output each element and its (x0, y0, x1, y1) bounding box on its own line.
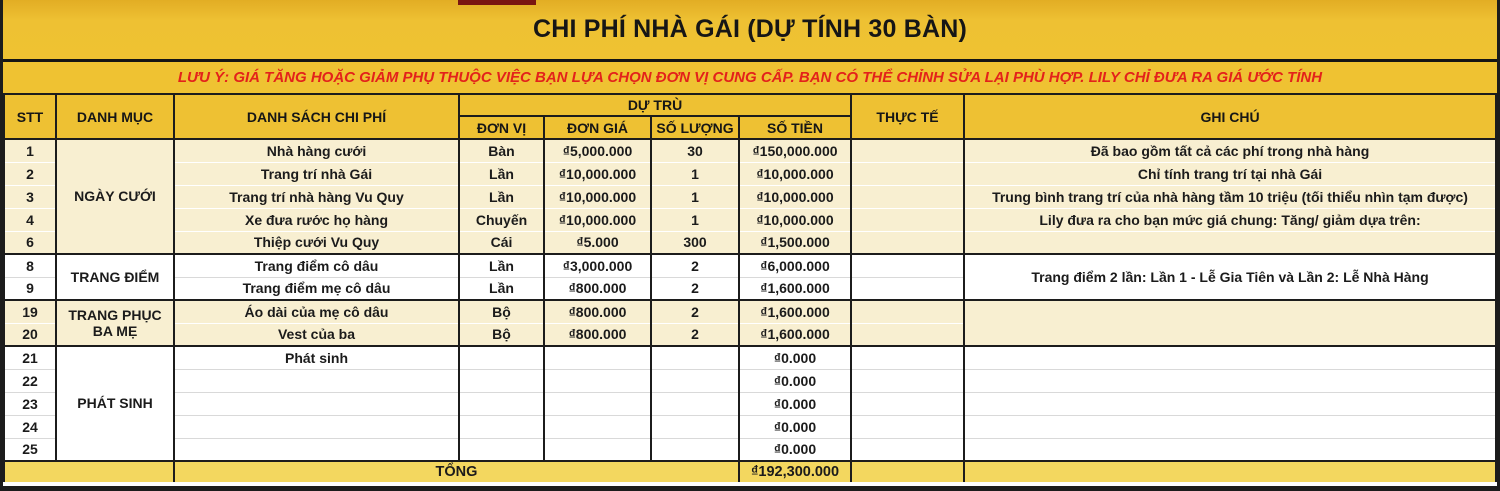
cell-amount: ₫6,000.000 (739, 254, 851, 277)
table-row (4, 185, 1496, 208)
table-row (4, 162, 1496, 185)
cell-amount: ₫0.000 (739, 346, 851, 369)
cell-note (964, 300, 1496, 346)
cell-unit-price (544, 346, 651, 369)
cell-stt: 23 (4, 392, 56, 415)
cell-amount: ₫0.000 (739, 392, 851, 415)
cell-actual (851, 392, 964, 415)
col-header-danh-muc: DANH MỤC (56, 94, 174, 139)
cell-note (964, 438, 1496, 461)
cost-table (3, 93, 1497, 482)
cell-quantity: 1 (651, 185, 739, 208)
cell-quantity (651, 346, 739, 369)
cell-unit: Bàn (459, 139, 544, 162)
table-row (4, 231, 1496, 254)
table-row (4, 346, 1496, 369)
cell-unit-price (544, 438, 651, 461)
cell-stt: 1 (4, 139, 56, 162)
cell-actual (851, 208, 964, 231)
cell-category: TRANG ĐIỂM (56, 254, 174, 300)
cell-actual (851, 185, 964, 208)
col-header-danh-sach-chi-phi: DANH SÁCH CHI PHÍ (174, 94, 459, 139)
cell-stt: 24 (4, 415, 56, 438)
cell-stt: 25 (4, 438, 56, 461)
top-red-strip (458, 0, 536, 5)
cell-unit-price: ₫10,000.000 (544, 185, 651, 208)
cell-stt: 6 (4, 231, 56, 254)
cell-stt: 3 (4, 185, 56, 208)
cell-unit: Lần (459, 185, 544, 208)
cell-unit-price: ₫800.000 (544, 300, 651, 323)
cell-unit: Lần (459, 277, 544, 300)
cell-actual (851, 346, 964, 369)
cell-quantity (651, 415, 739, 438)
cell-item (174, 392, 459, 415)
cell-quantity (651, 392, 739, 415)
table-row (4, 254, 1496, 277)
cell-item: Xe đưa rước họ hàng (174, 208, 459, 231)
col-header-stt: STT (4, 94, 56, 139)
cell-unit-price: ₫3,000.000 (544, 254, 651, 277)
cell-stt: 2 (4, 162, 56, 185)
total-actual (851, 461, 964, 482)
col-header-so-luong: SỐ LƯỢNG (651, 116, 739, 139)
cell-quantity: 30 (651, 139, 739, 162)
cell-unit: Chuyến (459, 208, 544, 231)
cell-category: PHÁT SINH (56, 346, 174, 461)
cell-amount: ₫0.000 (739, 415, 851, 438)
total-note (964, 461, 1496, 482)
cell-stt: 20 (4, 323, 56, 346)
table-row (4, 415, 1496, 438)
cell-unit (459, 392, 544, 415)
table-row (4, 139, 1496, 162)
cell-quantity (651, 438, 739, 461)
cell-quantity: 1 (651, 208, 739, 231)
cell-unit-price: ₫5.000 (544, 231, 651, 254)
cell-actual (851, 438, 964, 461)
cell-unit-price (544, 415, 651, 438)
cell-note (964, 231, 1496, 254)
cell-actual (851, 323, 964, 346)
cell-quantity: 300 (651, 231, 739, 254)
cell-item: Trang điểm cô dâu (174, 254, 459, 277)
cell-item (174, 415, 459, 438)
cell-stt: 22 (4, 369, 56, 392)
total-label: TỔNG (174, 461, 739, 482)
cell-item: Thiệp cưới Vu Quy (174, 231, 459, 254)
cell-unit: Lần (459, 254, 544, 277)
cell-note (964, 392, 1496, 415)
col-header-don-gia: ĐƠN GIÁ (544, 116, 651, 139)
cell-item: Trang điểm mẹ cô dâu (174, 277, 459, 300)
cell-actual (851, 369, 964, 392)
cell-item: Nhà hàng cưới (174, 139, 459, 162)
cell-unit: Lần (459, 162, 544, 185)
cell-item: Trang trí nhà hàng Vu Quy (174, 185, 459, 208)
cell-actual (851, 415, 964, 438)
cell-amount: ₫10,000.000 (739, 185, 851, 208)
cell-stt: 4 (4, 208, 56, 231)
cell-quantity: 2 (651, 254, 739, 277)
col-header-don-vi: ĐƠN VỊ (459, 116, 544, 139)
cell-note: Đã bao gồm tất cả các phí trong nhà hàng (964, 139, 1496, 162)
cell-actual (851, 139, 964, 162)
cell-category: NGÀY CƯỚI (56, 139, 174, 254)
cell-unit (459, 415, 544, 438)
cell-amount: ₫150,000.000 (739, 139, 851, 162)
cell-item (174, 369, 459, 392)
cell-amount: ₫10,000.000 (739, 208, 851, 231)
cell-unit: Bộ (459, 323, 544, 346)
cell-item: Phát sinh (174, 346, 459, 369)
table-row (4, 438, 1496, 461)
col-header-so-tien: SỐ TIỀN (739, 116, 851, 139)
cell-stt: 8 (4, 254, 56, 277)
cell-unit (459, 369, 544, 392)
cell-unit-price: ₫800.000 (544, 323, 651, 346)
cell-amount: ₫1,600.000 (739, 323, 851, 346)
cell-item: Trang trí nhà Gái (174, 162, 459, 185)
cell-actual (851, 231, 964, 254)
cell-quantity: 1 (651, 162, 739, 185)
cell-unit-price (544, 369, 651, 392)
cell-amount: ₫0.000 (739, 438, 851, 461)
cell-actual (851, 300, 964, 323)
cell-note: Trang điểm 2 lần: Lần 1 - Lễ Gia Tiên và Lần 2: Lễ Nhà Hàng (964, 254, 1496, 300)
cell-stt: 21 (4, 346, 56, 369)
cell-unit (459, 346, 544, 369)
title-bar (3, 0, 1497, 62)
table-row (4, 300, 1496, 323)
cell-amount: ₫10,000.000 (739, 162, 851, 185)
cell-amount: ₫1,500.000 (739, 231, 851, 254)
cell-item: Vest của ba (174, 323, 459, 346)
cell-actual (851, 162, 964, 185)
cell-note (964, 415, 1496, 438)
cell-note: Lily đưa ra cho bạn mức giá chung: Tăng/ giảm dựa trên: (964, 208, 1496, 231)
notice-text: LƯU Ý: GIÁ TĂNG HOẶC GIẢM PHỤ THUỘC VIỆC BẠN LỰA CHỌN ĐƠN VỊ CUNG CẤP. BẠN CÓ THỂ CHỈNH SỬA LẠI PHÙ HỢP. LILY CHỈ ĐƯA RA GIÁ ƯỚC TÍNH (177, 69, 1323, 86)
notice-bar (3, 62, 1497, 93)
cell-unit-price: ₫10,000.000 (544, 208, 651, 231)
cell-stt: 19 (4, 300, 56, 323)
cell-actual (851, 277, 964, 300)
cell-unit: Cái (459, 231, 544, 254)
total-amount: ₫192,300.000 (739, 461, 851, 482)
cell-note: Chỉ tính trang trí tại nhà Gái (964, 162, 1496, 185)
table-row (4, 208, 1496, 231)
table-row (4, 369, 1496, 392)
cell-actual (851, 254, 964, 277)
cell-note (964, 346, 1496, 369)
cell-unit (459, 438, 544, 461)
cell-category: TRANG PHỤC BA MẸ (56, 300, 174, 346)
cell-item (174, 438, 459, 461)
cell-unit-price (544, 392, 651, 415)
cell-note (964, 369, 1496, 392)
col-header-ghi-chu: GHI CHÚ (964, 94, 1496, 139)
cell-unit-price: ₫10,000.000 (544, 162, 651, 185)
cell-stt: 9 (4, 277, 56, 300)
total-blank-left (4, 461, 174, 482)
col-header-thuc-te: THỰC TẾ (851, 94, 964, 139)
total-row (4, 461, 1496, 482)
cell-amount: ₫0.000 (739, 369, 851, 392)
table-row (4, 392, 1496, 415)
cell-note: Trung bình trang trí của nhà hàng tầm 10 triệu (tối thiểu nhìn tạm được) (964, 185, 1496, 208)
cell-item: Áo dài của mẹ cô dâu (174, 300, 459, 323)
col-header-du-tru: DỰ TRÙ (459, 94, 851, 116)
cell-quantity (651, 369, 739, 392)
cell-unit-price: ₫5,000.000 (544, 139, 651, 162)
cell-unit-price: ₫800.000 (544, 277, 651, 300)
cell-unit: Bộ (459, 300, 544, 323)
cell-amount: ₫1,600.000 (739, 277, 851, 300)
cell-amount: ₫1,600.000 (739, 300, 851, 323)
cell-quantity: 2 (651, 323, 739, 346)
page-title: CHI PHÍ NHÀ GÁI (DỰ TÍNH 30 BÀN) (532, 15, 968, 43)
cell-quantity: 2 (651, 300, 739, 323)
cell-quantity: 2 (651, 277, 739, 300)
